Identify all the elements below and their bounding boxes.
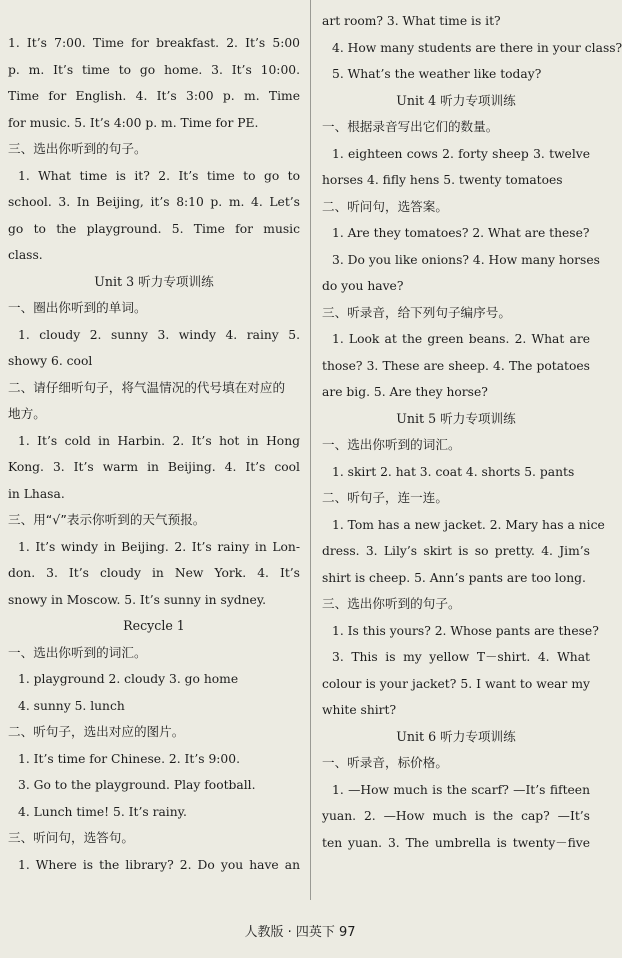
section-heading: 三、用“√”表示你听到的天气预报。 (8, 512, 206, 527)
text-line: 1. It’s time for Chinese. 2. It’s 9:00. (18, 751, 240, 766)
text-line: for music. 5. It’s 4:00 p. m. Time for PE. (8, 115, 259, 130)
unit-heading: Recycle 1 (123, 618, 185, 633)
section-heading: 三、选出你听到的句子。 (322, 596, 461, 611)
text-line: shirt is cheep. 5. Ann’s pants are too long. (322, 570, 586, 585)
text-line: 1. cloudy 2. sunny 3. windy 4. rainy 5. (18, 327, 300, 342)
text-line: ten yuan. 3. The umbrella is twenty－five (322, 835, 590, 850)
text-line: 1. Is this yours? 2. Whose pants are these? (332, 623, 599, 638)
text-line: white shirt? (322, 703, 397, 717)
text-line: dress. 3. Lily’s skirt is so pretty. 4. Jim’s (322, 544, 590, 558)
text-line: don. 3. It’s cloudy in New York. 4. It’s (8, 566, 300, 580)
unit-heading: Unit 6 听力专项训练 (396, 728, 516, 744)
section-heading: 二、听句子，选出对应的图片。 (8, 724, 185, 739)
text-line: 4. sunny 5. lunch (18, 698, 125, 713)
text-line: snowy in Moscow. 5. It’s sunny in sydney. (8, 592, 267, 607)
section-heading: 二、请仔细听句子，将气温情况的代号填在对应的 (8, 379, 286, 395)
text-line: 1. playground 2. cloudy 3. go home (18, 672, 239, 686)
text-line: colour is your jacket? 5. I want to wear my (322, 676, 590, 691)
text-line: 1. It’s 7:00. Time for breakfast. 2. It’s 5:00 (8, 36, 300, 50)
text-line: art room? 3. What time is it? (322, 14, 501, 28)
text-line: 1. eighteen cows 2. forty sheep 3. twelve (332, 146, 590, 161)
text-line: 3. This is my yellow T－shirt. 4. What (332, 650, 590, 664)
text-line: 1. Where is the library? 2. Do you have an (18, 857, 300, 872)
text-line: 1. Tom has a new jacket. 2. Mary has a nice (332, 517, 605, 532)
text-line: do you have? (322, 279, 404, 293)
text-line: are big. 5. Are they horse? (322, 385, 488, 399)
text-line: 1. What time is it? 2. It’s time to go to (18, 168, 300, 183)
text-line: showy 6. cool (8, 354, 93, 368)
text-line: yuan. 2. —How much is the cap? —It’s (322, 809, 590, 823)
text-line: school. 3. In Beijing, it’s 8:10 p. m. 4. Let’s (8, 195, 300, 209)
text-line: Time for English. 4. It’s 3:00 p. m. Time (8, 89, 300, 103)
section-heading: 三、听录音，给下列句子编序号。 (322, 304, 511, 320)
column-divider (310, 0, 311, 900)
left-column (8, 30, 300, 878)
text-line: horses 4. fifly hens 5. twenty tomatoes (322, 173, 563, 187)
text-line: 1. It’s cold in Harbin. 2. It’s hot in Hong (18, 433, 300, 448)
text-line: go to the playground. 5. Time for music (8, 221, 300, 236)
right-column (322, 14, 622, 856)
text-line: in Lhasa. (8, 486, 65, 501)
text-line: 1. Are they tomatoes? 2. What are these? (332, 226, 590, 240)
text-line: those? 3. These are sheep. 4. The potatoes (322, 358, 590, 373)
section-heading: 一、选出你听到的词汇。 (322, 437, 461, 452)
unit-heading: Unit 5 听力专项训练 (396, 410, 516, 426)
page-footer: 人教版 · 四英下 97 (244, 925, 356, 940)
section-heading: 二、听句子，连一连。 (322, 490, 448, 505)
section-heading: 地方。 (8, 406, 46, 421)
text-line: 5. What’s the weather like today? (332, 67, 542, 81)
text-line: 1. skirt 2. hat 3. coat 4. shorts 5. pants (332, 464, 575, 479)
text-line: p. m. It’s time to go home. 3. It’s 10:00. (8, 62, 300, 77)
text-line: 1. It’s windy in Beijing. 2. It’s rainy in Lon- (18, 539, 300, 554)
text-line: Kong. 3. It’s warm in Beijing. 4. It’s cool (8, 460, 300, 474)
section-heading: 一、根据录音写出它们的数量。 (322, 119, 499, 134)
text-line: 4. How many students are there in your class? (332, 40, 622, 55)
text-line: 1. Look at the green beans. 2. What are (332, 332, 590, 346)
text-line: 3. Go to the playground. Play football. (18, 778, 256, 792)
text-line: 4. Lunch time! 5. It’s rainy. (18, 804, 187, 819)
section-heading: 一、听录音，标价格。 (322, 755, 448, 770)
unit-heading: Unit 3 听力专项训练 (94, 273, 214, 289)
section-heading: 三、选出你听到的句子。 (8, 141, 147, 156)
section-heading: 二、听问句，选答案。 (322, 198, 448, 214)
unit-heading: Unit 4 听力专项训练 (396, 92, 516, 108)
section-heading: 一、选出你听到的词汇。 (8, 644, 147, 660)
text-line: 1. —How much is the scarf? —It’s fifteen (332, 782, 590, 797)
text-line: 3. Do you like onions? 4. How many horses (332, 252, 600, 267)
section-heading: 一、圈出你听到的单词。 (8, 300, 147, 315)
section-heading: 三、听问句，选答句。 (8, 830, 134, 845)
text-line: class. (8, 248, 43, 262)
